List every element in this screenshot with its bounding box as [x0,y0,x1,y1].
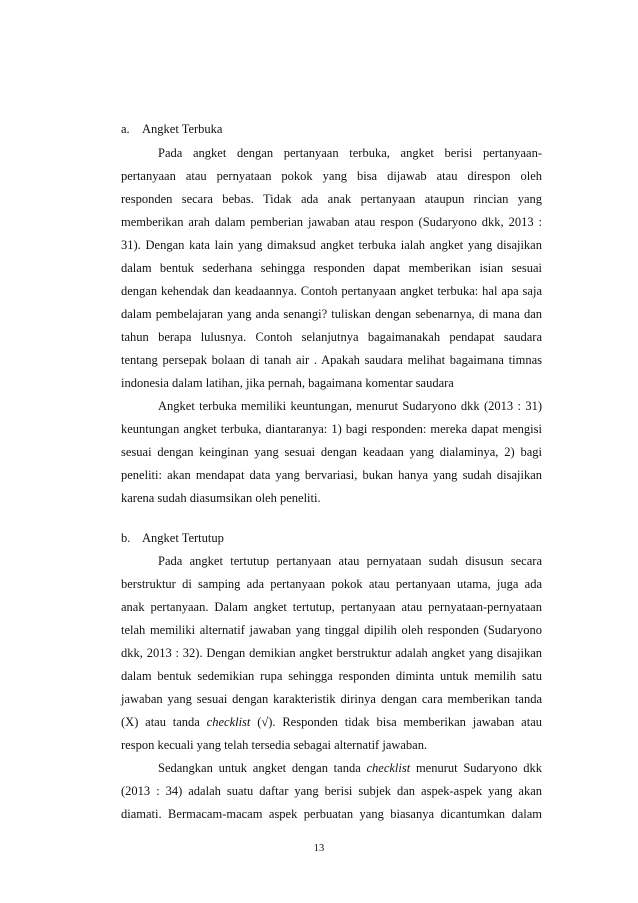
paragraph-line: dalam bentuk sederhana sehingga responden dapat memberikan isian sesuai [121,261,542,275]
paragraph-line: anak pertanyaan. Dalam angket tertutup, pertanyaan atau pernyataan-pernyataan [121,600,542,614]
paragraph-line: pertanyaan atau pernyataan pokok yang bisa dijawab atau direspon oleh [121,169,542,183]
paragraph-line: dalam bentuk sedemikian rupa sehingga responden diminta untuk memilih satu [121,669,542,683]
paragraph-line: peneliti: akan mendapat data yang bervariasi, bukan hanya yang sudah disajikan [121,468,542,482]
paragraph-line: tentang persepak bolaan di tanah air . Apakah saudara melihat bagaimana timnas [121,353,542,367]
paragraph-line: dengan kehendak dan keadaannya. Contoh pertanyaan angket terbuka: hal apa saja [121,284,542,298]
paragraph-line: (X) atau tanda checklist (√). Responden tidak bisa memberikan jawaban atau [121,715,542,729]
section-b-marker: b. [121,531,131,545]
paragraph-line: tahun berapa lulusnya. Contoh selanjutnya bagaimanakah pendapat saudara [121,330,542,344]
paragraph-line: memberikan arah dalam pemberian jawaban atau respon (Sudaryono dkk, 2013 : [121,215,542,229]
section-b-title: Angket Tertutup [142,531,224,545]
paragraph-line: Angket terbuka memiliki keuntungan, menurut Sudaryono dkk (2013 : 31) [158,399,542,413]
paragraph-line: indonesia dalam latihan, jika pernah, bagaimana komentar saudara [121,376,454,390]
paragraph-line: keuntungan angket terbuka, diantaranya: 1) bagi responden: mereka dapat mengisi [121,422,542,436]
paragraph-line: responden secara bebas. Tidak ada anak pertanyaan ataupun rincian yang [121,192,542,206]
paragraph-line: 31). Dengan kata lain yang dimaksud angket terbuka ialah angket yang disajikan [121,238,542,252]
paragraph-line: Pada angket dengan pertanyaan terbuka, angket berisi pertanyaan- [158,146,542,160]
paragraph-line: sesuai dengan keinginan yang sesuai dengan keadaan yang dialaminya, 2) bagi [121,445,542,459]
paragraph-line: dkk, 2013 : 32). Dengan demikian angket berstruktur adalah angket yang disajikan [121,646,542,660]
page-number: 13 [313,843,325,854]
section-b-heading [121,530,224,546]
paragraph-line: dalam pembelajaran yang anda senangi? tuliskan dengan sebenarnya, di mana dan [121,307,542,321]
paragraph-line: telah memiliki alternatif jawaban yang tinggal dipilih oleh responden (Sudaryono [121,623,542,637]
paragraph-line: Pada angket tertutup pertanyaan atau pernyataan sudah disusun secara [158,554,542,568]
paragraph-line: berstruktur di samping ada pertanyaan pokok atau pertanyaan utama, juga ada [121,577,542,591]
paragraph-line: (2013 : 34) adalah suatu daftar yang berisi subjek dan aspek-aspek yang akan [121,784,542,798]
paragraph-line: jawaban yang sesuai dengan karakteristik dirinya dengan cara memberikan tanda [121,692,542,706]
section-a-heading [121,121,222,137]
paragraph-line: karena sudah diasumsikan oleh peneliti. [121,491,321,505]
paragraph-line: Sedangkan untuk angket dengan tanda checklist menurut Sudaryono dkk [158,761,542,775]
section-a-title: Angket Terbuka [142,122,223,136]
paragraph-line: respon kecuali yang telah tersedia sebagai alternatif jawaban. [121,738,428,752]
paragraph-line: diamati. Bermacam-macam aspek perbuatan yang biasanya dicantumkan dalam [121,807,542,821]
section-a-marker: a. [121,122,130,136]
